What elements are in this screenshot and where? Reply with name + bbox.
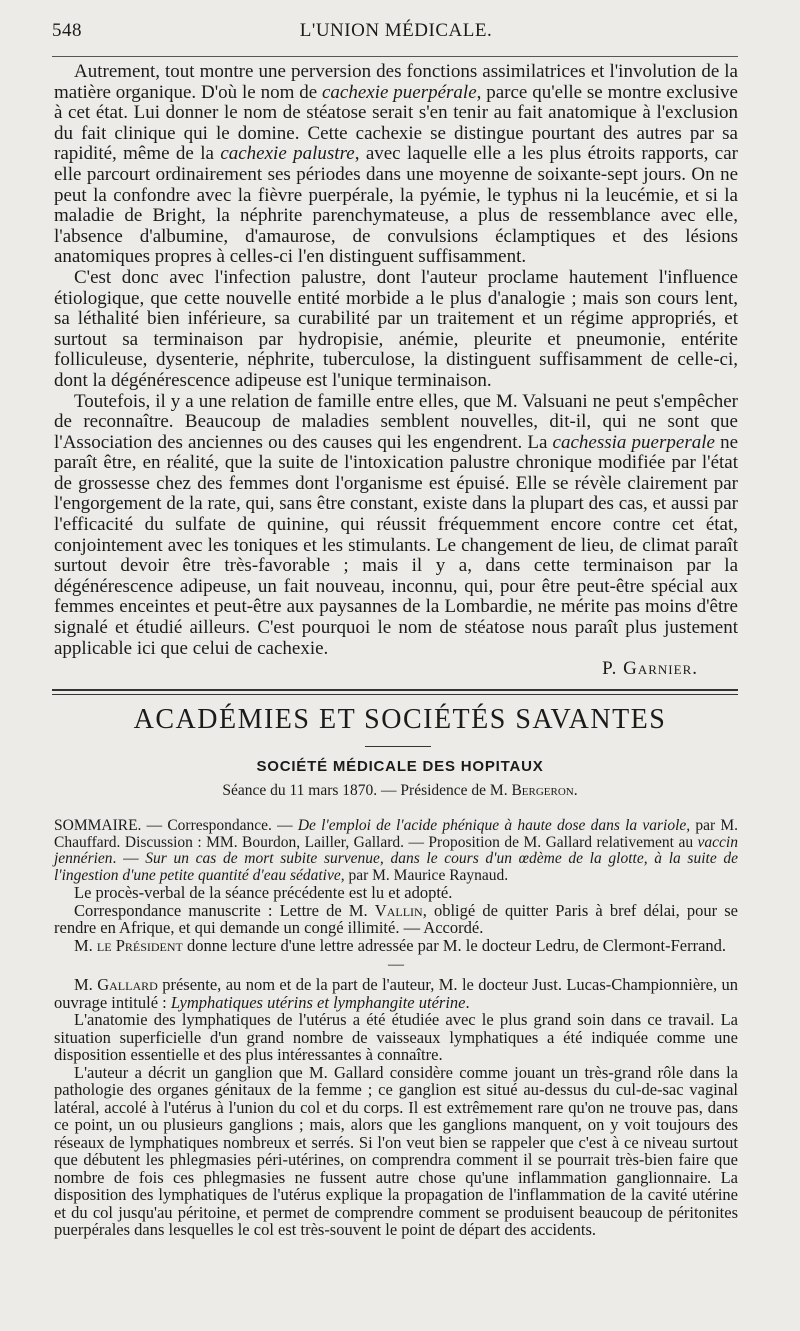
sommaire: SOMMAIRE. — Correspondance. — De l'emploi de l'acide phénique à haute dose dans la variole, par M. Chauffard. Discussion : MM. Bourdon, Lailler, Gallard. — Proposition de M. Gallard relativement au vaccin jennérien. — Sur un cas de mort subite survenue, dans le cours d'un œdème de la glotte, à la suite de l'ingestion d'une petite quantité d'eau sédative, par M. Maurice Raynaud. [54,817,739,884]
society-name: SOCIÉTÉ MÉDICALE DES HOPITAUX [256,758,544,775]
proceedings-body [54,818,738,1239]
article-paragraph: C'est donc avec l'infection palustre, dont l'auteur proclame hautement l'influence étiologique, que cette nouvelle entité morbide a le plus d'analogie ; mais son cours lent, sa léthalité bien inférieure, sa curabilité par un traitement et un régime appropriés, et surtout sa terminaison par hydropisie, anémie, pleurite et pneumonie, entérite folliculeuse, dysenterie, néphrite, tuberculose, la distinguent suffisamment de celle-ci, dont la dégénérescence adipeuse est l'unique terminaison. [54,266,738,391]
article-author: P. Garnier. [602,658,698,680]
article-paragraph: Toutefois, il y a une relation de famille entre elles, que M. Valsuani ne peut s'empêcher de reconnaître. Beaucoup de maladies semblent nouvelles, dit-il, qui ne sont que l'Association des anciennes ou des causes qui les engendrent. La cachessia puerperale ne paraît être, en réalité, que la suite de l'intoxication palustre chronique modifiée par l'état de grossesse chez des femmes dont l'organisme est épuisé. Elle se révèle clairement par l'engorgement de la rate, qui, sans être constant, existe dans la plupart des cas, et aussi par l'efficacité du sulfate de quinine, qui réussit fréquemment encore contre cet état, conjointement avec les toniques et les stimulants. Le changement de lieu, de climat paraît surtout devoir être très-favorable ; mais il y a, dans cette terminaison par la dégénérescence adipeuse, un fait nouveau, inconnu, qui, pour être peut-être spécial aux femmes enceintes et peut-être aux paysannes de la Lombardie, ne mérite pas moins d'être signalé et étudié ailleurs. C'est pourquoi le nom de stéatose nous paraît plus justement applicable ici que celui de cachexie. [54,390,738,659]
president-note: M. le Président donne lecture d'une lettre adressée par M. le docteur Ledru, de Clermont-Ferrand. [74,935,727,955]
separator-dash: — [388,956,404,973]
gallard-presentation: M. Gallard présente, au nom et de la part de l'auteur, M. le docteur Just. Lucas-Championnière, un ouvrage intitulé : Lymphatiques utérins et lymphangite utérine. [54,975,739,1012]
running-header [52,20,740,42]
article-paragraph: Autrement, tout montre une perversion des fonctions assimilatrices et l'involution de la matière organique. D'où le nom de cachexie puerpérale, parce qu'elle se montre exclusive à cet état. Lui donner le nom de stéatose serait s'en tenir au fait anatomique à l'exclusion du fait clinique qui le domine. Cette cachexie se distingue pourtant des autres par sa rapidité, même de la cachexie palustre, avec laquelle elle a les plus étroits rapports, car elle parcourt ordinairement ses périodes dans une moyenne de soixante-sept jours. On ne peut la confondre avec la fièvre puerpérale, la pyémie, le typhus ni la leucémie, et si la maladie de Bright, la néphrite parenchymateuse, a plus de ressemblance avec elle, l'absence d'albumine, d'amaurose, de convulsions éclamptiques et des lésions anatomiques propres à celles-ci l'en distinguent suffisamment. [54,61,738,268]
seance-line: Séance du 11 mars 1870. — Présidence de M. Bergeron. [222,782,578,799]
paragraph-anatomie: L'anatomie des lymphatiques de l'utérus a été étudiée avec le plus grand soin dans ce travail. La situation superficielle d'un grand nombre de vaisseaux lymphatiques a été indiquée comme une disposition essentielle et des plus intéressantes à connaître. [54,1010,738,1064]
correspondance: Correspondance manuscrite : Lettre de M. Vallin, obligé de quitter Paris à bref délai, pour se rendre en Afrique, et qui demande un congé illimité. — Accordé. [54,900,739,937]
title-rule [365,746,431,747]
proces-verbal: Le procès-verbal de la séance précédente est lu et adopté. [74,883,453,902]
page-number: 548 [52,20,82,41]
journal-title: L'UNION MÉDICALE. [299,20,493,41]
article-body [54,62,738,680]
header-rule [52,56,738,57]
article-signature-row [54,659,738,680]
section-divider [52,689,738,695]
paragraph-ganglion: L'auteur a décrit un ganglion que M. Gallard considère comme jouant un très-grand rôle dans la pathologie des organes génitaux de la femme ; ce ganglion est situé au-dessus du cul-de-sac vaginal latéral, accolé à l'utérus à l'union du col et du corps. Il est extrêmement rare qu'on ne trouve pas, dans ce point, un ou plusieurs ganglions ; mais, alors que les ganglions manquent, on y voit toujours des réseaux de lymphatiques nombreux et serrés. Si l'on veut bien se rappeler que c'est à ce niveau surtout que débutent les phlegmasies péri-utérines, on comprendra comment il se pourrait très-bien faire que nombre de fois ces phlegmasies ne fussent autre chose qu'une inflammation ganglionnaire. La disposition des lymphatiques de l'utérus explique la propagation de l'inflammation de la cavité utérine et du col jusqu'au péritoine, et permet de comprendre comment se produisent beaucoup de péritonites puerpérales dans lesquelles le col est très-souvent le point de départ des accidents. [54,1062,738,1239]
section-title: ACADÉMIES ET SOCIÉTÉS SAVANTES [133,704,667,735]
